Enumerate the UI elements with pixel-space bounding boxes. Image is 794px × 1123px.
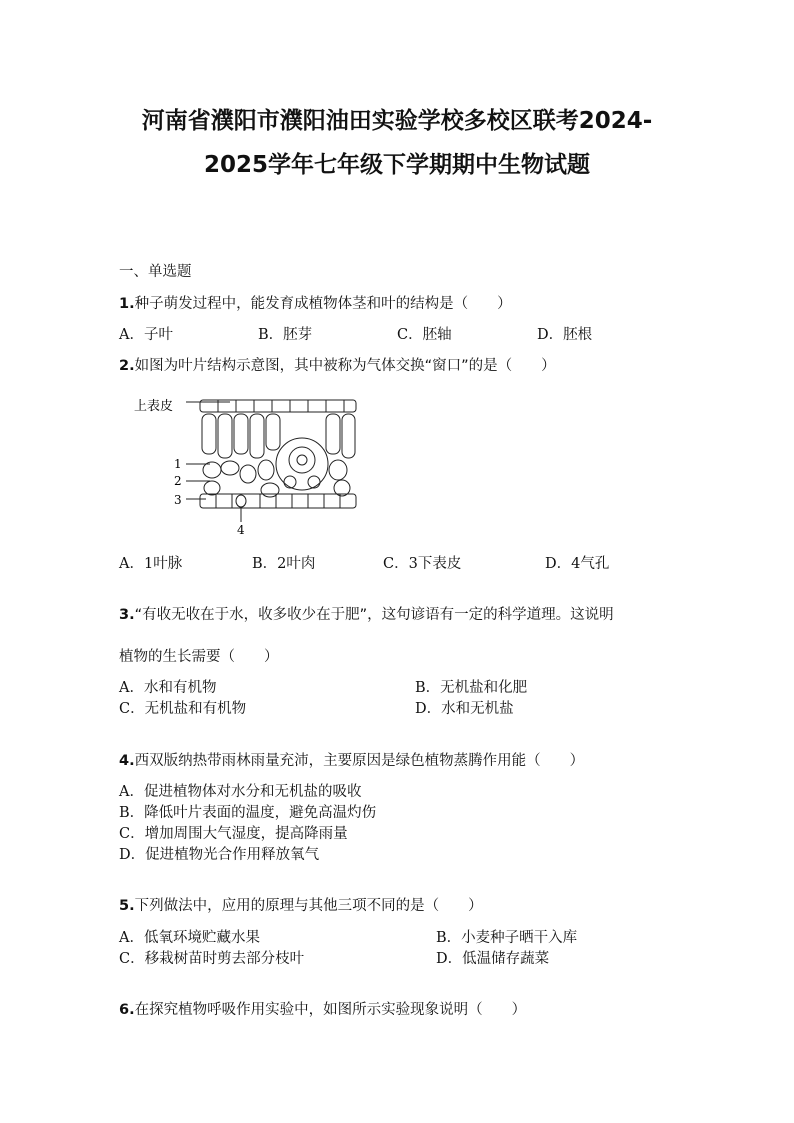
label-4: 4 xyxy=(237,523,245,537)
question-text: 在探究植物呼吸作用实验中，如图所示实验现象说明（ ） xyxy=(134,1002,527,1018)
document-title-line-2: 2025学年七年级下学期期中生物试题 xyxy=(203,152,590,178)
option-d: D．水和无机盐 xyxy=(415,701,514,717)
question-number: 6. xyxy=(119,1002,135,1018)
option-c: C．增加周围大气湿度，提高降雨量 xyxy=(119,826,348,842)
question-3 xyxy=(119,603,614,624)
option-a: A．1叶脉 xyxy=(119,556,183,572)
option-c: C．胚轴 xyxy=(397,327,452,343)
option-b: B．无机盐和化肥 xyxy=(415,680,528,696)
stoma xyxy=(236,495,246,507)
option-c: C．移栽树苗时剪去部分枝叶 xyxy=(119,951,305,967)
option-d: D．4气孔 xyxy=(545,556,610,572)
question-text: 下列做法中，应用的原理与其他三项不同的是（ ） xyxy=(134,898,483,914)
question-4 xyxy=(119,749,584,770)
option-b: B．降低叶片表面的温度，避免高温灼伤 xyxy=(119,805,377,821)
question-text: 西双版纳热带雨林雨量充沛，主要原因是绿色植物蒸腾作用能（ ） xyxy=(134,753,585,769)
upper-epidermis-cells xyxy=(218,400,344,412)
option-b: B．2叶肉 xyxy=(252,556,316,572)
question-number: 5. xyxy=(119,898,135,914)
question-number: 3. xyxy=(119,607,135,623)
palisade-cells xyxy=(202,414,355,458)
question-text: 如图为叶片结构示意图，其中被称为气体交换“窗口”的是（ ） xyxy=(134,358,556,374)
leaf-structure-figure xyxy=(130,390,365,540)
lower-epidermis xyxy=(200,494,356,508)
option-a: A．水和有机物 xyxy=(119,680,217,696)
option-c: C．无机盐和有机物 xyxy=(119,701,247,717)
option-d: D．促进植物光合作用释放氧气 xyxy=(119,847,320,863)
document-title-line-1: 河南省濮阳市濮阳油田实验学校多校区联考2024- xyxy=(141,108,653,134)
option-a: A．子叶 xyxy=(119,327,173,343)
label-upper-epidermis: 上表皮 xyxy=(134,399,174,414)
question-3-continued: 植物的生长需要（ ） xyxy=(119,649,279,665)
question-text: “有收无收在于水，收多收少在于肥”，这句谚语有一定的科学道理。这说明 xyxy=(134,607,614,623)
question-6 xyxy=(119,998,526,1019)
question-number: 2. xyxy=(119,358,135,374)
option-d: D．低温储存蔬菜 xyxy=(436,951,550,967)
option-b: B．胚芽 xyxy=(258,327,313,343)
question-number: 4. xyxy=(119,753,135,769)
label-1: 1 xyxy=(174,457,182,471)
option-a: A．促进植物体对水分和无机盐的吸收 xyxy=(119,784,362,800)
vein xyxy=(276,438,328,490)
question-number: 1. xyxy=(119,296,135,312)
question-1 xyxy=(119,292,512,313)
question-5 xyxy=(119,894,483,915)
option-b: B．小麦种子晒干入库 xyxy=(436,930,578,946)
option-d: D．胚根 xyxy=(537,327,593,343)
label-2: 2 xyxy=(174,474,182,488)
question-2 xyxy=(119,354,556,375)
question-text: 种子萌发过程中，能发育成植物体茎和叶的结构是（ ） xyxy=(134,296,512,312)
label-3: 3 xyxy=(174,493,182,507)
option-a: A．低氧环境贮藏水果 xyxy=(119,930,260,946)
section-heading: 一、单选题 xyxy=(119,264,192,280)
option-c: C．3下表皮 xyxy=(383,556,462,572)
